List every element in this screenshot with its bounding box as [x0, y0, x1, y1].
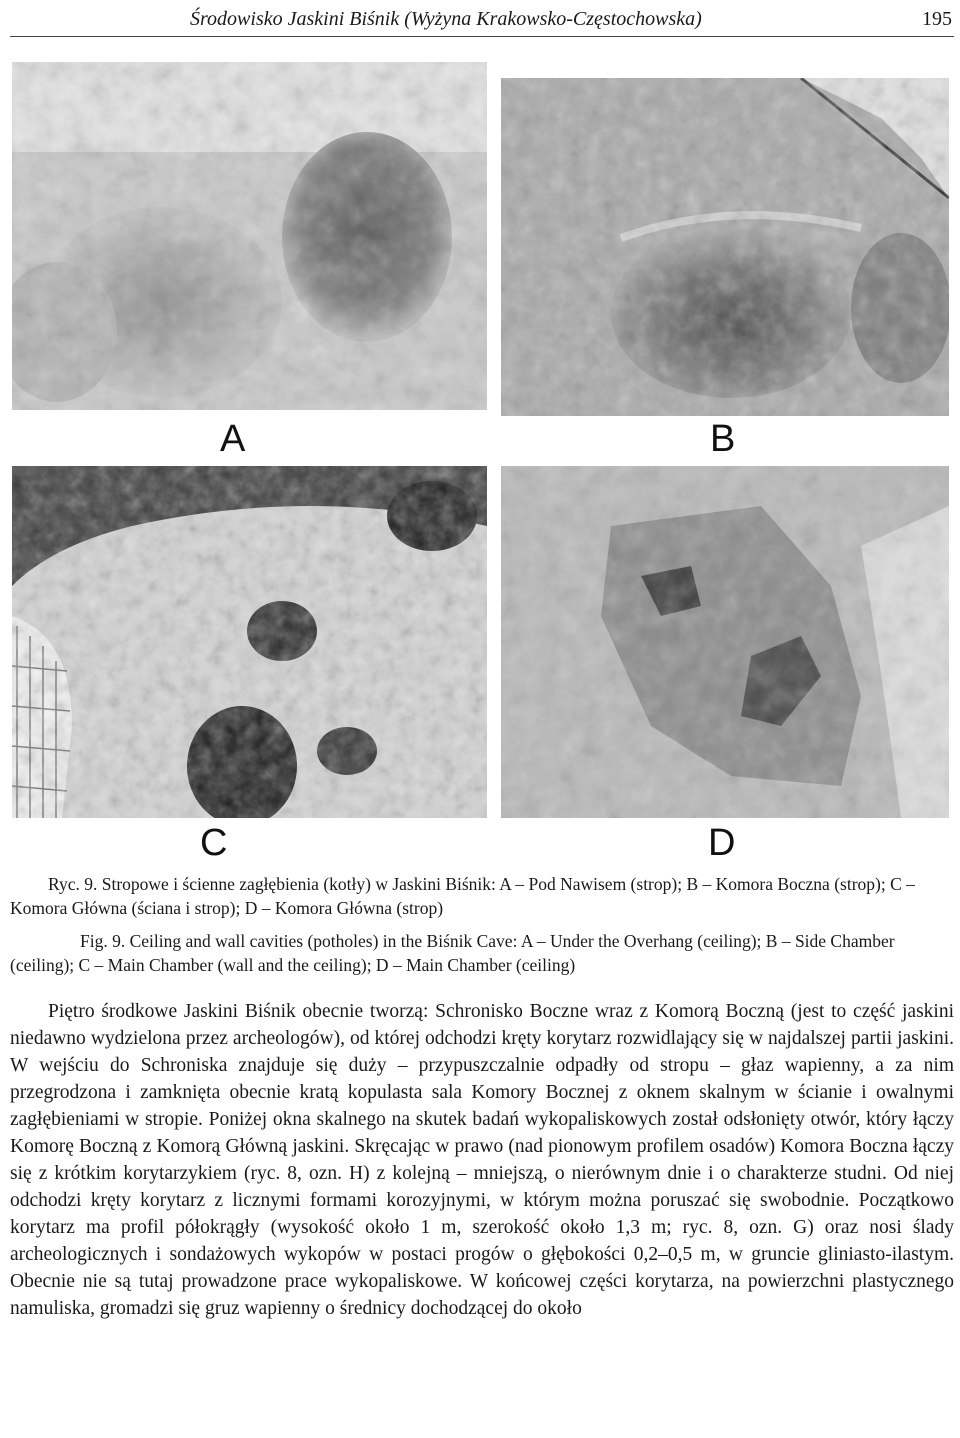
figure-caption-polish: Ryc. 9. Stropowe i ścienne zagłębienia (kotły) w Jaskini Biśnik: A – Pod Nawisem (strop); B – Komora Boczna (strop); C – Komora Główna (ściana i strop); D – Komora Główna (strop) [10, 874, 915, 918]
panel-label-d: D [708, 822, 736, 864]
photo-c-cave-wall [12, 466, 487, 818]
panel-label-c: C [200, 822, 228, 864]
figure-caption-english: Fig. 9. Ceiling and wall cavities (potholes) in the Biśnik Cave: A – Under the Overhang (ceiling); B – Side Chamber (ceiling); C – Main Chamber (wall and the ceiling); D – Main Chamber (ceiling) [10, 931, 895, 975]
running-header [10, 6, 954, 36]
page-number: 195 [922, 8, 952, 30]
photo-a-cave-ceiling [12, 62, 487, 410]
panel-label-b: B [710, 418, 736, 460]
running-title: Środowisko Jaskini Biśnik (Wyżyna Krakowsko-Częstochowska) [190, 8, 702, 30]
header-rule [10, 36, 954, 37]
body-paragraph: Piętro środkowe Jaskini Biśnik obecnie tworzą: Schronisko Boczne wraz z Komorą Boczną (jest to część jaskini niedawno wydzielona przez archeologów), od której odchodzi kręty korytarz rozwidlający się w najdalszej partii jaskini. W wejściu do Schroniska znajduje się duży – przypuszczalnie odpadły od stropu – głaz wapienny, a za nim przegrodzona i zamknięta obecnie kratą kopulasta sala Komory Bocznej z oknem skalnym w ścianie i owalnymi zagłębieniami w stropie. Poniżej okna skalnego na skutek badań wykopaliskowych został odsłonięty otwór, który łączy Komorę Boczną z Komorą Główną jaskini. Skręcając w prawo (nad pionowym profilem osadów) Komora Boczna łączy się z krótkim korytarzykiem (ryc. 8, ozn. H) z kolejną – mniejszą, o nierównym dnie i o charakterze studni. Od niej odchodzi kręty korytarz z licznymi formami korozyjnymi, w którym można poruszać się swobodnie. Początkowo korytarz ma profil półokrągły (wysokość około 1 m, szerokość około 1,3 m; ryc. 8, ozn. G) oraz nosi ślady archeologicznych i sondażowych wykopów w postaci progów o głębokości 0,2–0,5 m, w gruncie gliniasto-ilastym. Obecnie nie są tutaj prowadzone prace wykopaliskowe. W końcowej części korytarza, na powierzchni plastycznego namuliska, gromadzi się gruz wapienny o średnicy dochodzącej do około [10, 1001, 954, 1319]
photo-d-cave-ceiling [501, 466, 949, 818]
panel-label-a: A [220, 418, 246, 460]
photo-b-cave-ceiling [501, 78, 949, 416]
